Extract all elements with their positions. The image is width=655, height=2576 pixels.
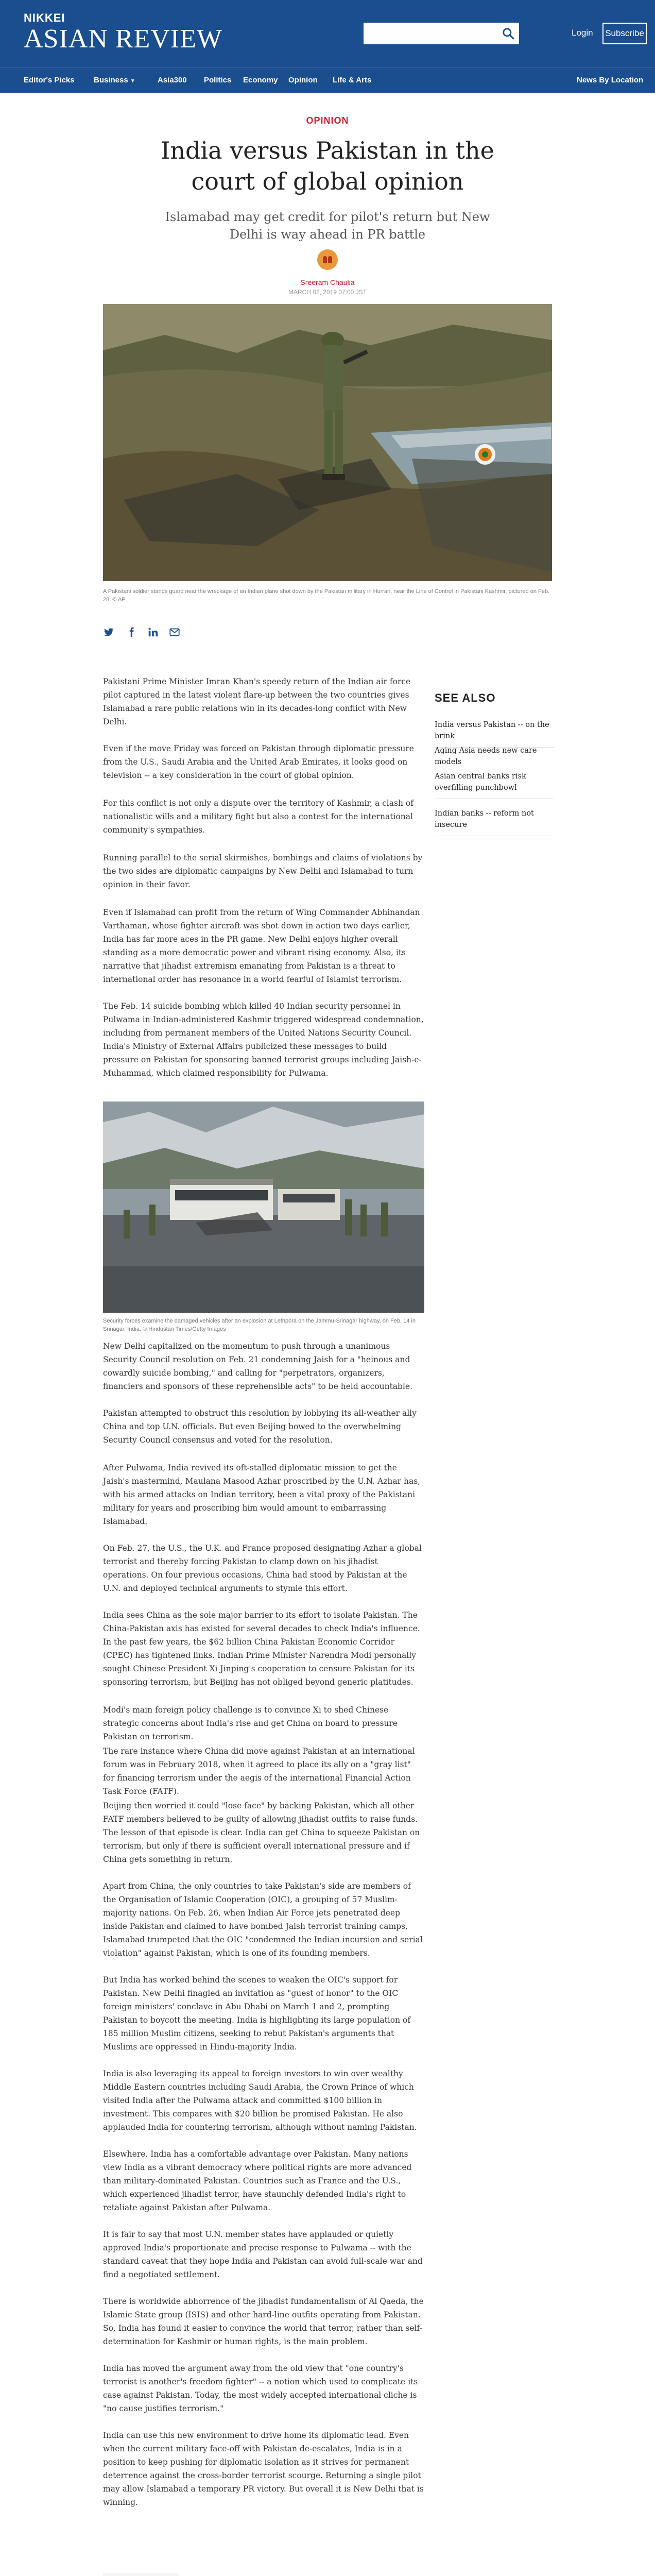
main-nav (0, 67, 655, 93)
article-paragraph: After Pulwama, India revived its oft-stalled diplomatic mission to get the Jaish's mastermind, Maulana Masood Azhar proscribed by the U.N. Azhar has, with his armed attacks on Indian territory, been a vital proxy of the Pakistani military for years and proscribing him would amount to embarrassing Islamabad. (103, 1463, 421, 1526)
photo-illustration (103, 1101, 424, 1313)
author-bio (195, 2574, 421, 2576)
article-paragraph: The rare instance where China did move against Pakistan at an international forum was in February 2018, when it agreed to place its ally on a "gray list" for financing terrorism under the aegis of the international Financial Action Task Force (FATF). (103, 1747, 415, 1796)
author-name[interactable]: Sreeram Chaulia (300, 278, 355, 286)
article-paragraph: India can use this new environment to drive home its diplomatic lead. Even when the current military face-off with Pakistan de-escalates, India is in a position to keep pushing for diplomatic isolation as it strives for permanent deterrence against the cross-border terrorist scourge. Returning a single pilot may allow Islamabad a temporary PR victory. But overall it is New Delhi that is winning. (103, 2431, 424, 2507)
nav-label: Editor's Picks (24, 76, 75, 84)
see-also-link[interactable]: Indian banks -- reform not insecure (435, 808, 554, 836)
nav-label: News By Location (577, 76, 644, 84)
article-paragraph: Pakistan attempted to obstruct this resolution by lobbying its all-weather ally China and top U.N. officials. But even Beijing bowed to the overwhelming Security Council consensus and voted for the resolution. (103, 1409, 417, 1445)
search-box (364, 23, 519, 44)
hero-illustration (103, 304, 552, 581)
article-paragraph: But India has worked behind the scenes to weaken the OIC's support for Pakistan. New Delhi finagled an invitation as "guest of honor" to the OIC foreign ministers' conclave in Abu Dhabi on March 1 and 2, prompting Pakistan to boycott the meeting. India is highlighting its large population of 185 million Muslim citizens, seeking to rebut Pakistan's arguments that Muslims are oppressed in Hindu-majority India. (103, 1975, 411, 2052)
nav-economy[interactable] (243, 76, 278, 84)
nav-asia300[interactable] (158, 76, 187, 84)
article-subheadline: Islamabad may get credit for pilot's return but New Delhi is way ahead in PR battle (165, 210, 490, 242)
email-icon[interactable] (169, 626, 180, 638)
author-avatar (317, 249, 338, 270)
nav-label: Opinion (288, 76, 318, 84)
article-paragraph: There is worldwide abhorrence of the jihadist fundamentalism of Al Qaeda, the Islamic State group (ISIS) and other hard-line outfits operating from Pakistan. So, India has found it easier to convince the world that terror, rather than self-determination for Kashmir or human rights, is the main problem. (103, 2297, 424, 2346)
nav-label: Politics (204, 76, 232, 84)
nav-business[interactable] (94, 76, 135, 84)
see-also-link[interactable]: Aging Asia needs new care models (435, 745, 554, 773)
search-input[interactable] (364, 23, 492, 44)
article-paragraph: India is also leveraging its appeal to foreign investors to win over wealthy Middle Eastern countries including Saudi Arabia, the Crown Prince of which visited India after the Pulwama attack and committed $100 billion in investment. This compares with $20 billion he promised Pakistan. He also applauded India for countering terrorism, although without naming Pakistan. (103, 2069, 417, 2132)
article-paragraph: Elsewhere, India has a comfortable advantage over Pakistan. Many nations view India as a vibrant democracy where political rights are more advanced than military-dominated Pakistan. Countries such as France and the U.S., which experienced jihadist terror, have staunchly defended India's right to retaliate against Pakistan after Pulwama. (103, 2149, 412, 2212)
hero-image (103, 304, 552, 581)
article-paragraph: India has moved the argument away from the old view that "one country's terrorist is another's freedom fighter" -- a notion which used to complicate its case against Pakistan. Today, the most widely accepted international cliche is "no cause justifies terrorism." (103, 2364, 418, 2413)
article-paragraph: On Feb. 27, the U.S., the U.K. and France proposed designating Azhar a global terrorist and thereby forcing Pakistan to clamp down on his jihadist operations. On four previous occasions, China had stood by Pakistan at the U.N. and deployed technical arguments to stymie this effort. (103, 1544, 422, 1593)
twitter-icon[interactable] (103, 626, 114, 638)
article-paragraph: The Feb. 14 suicide bombing which killed 40 Indian security personnel in Pulwama in Indian-administered Kashmir triggered widespread condemnation, including from permanent members of the United Nations Security Council. India's Ministry of External Affairs publicized these messages to build pressure on Pakistan for sponsoring banned terrorist groups including Jaish-e-Muhammad, which claimed responsibility for Pulwama. (103, 1002, 424, 1078)
article-paragraph: Even if the move Friday was forced on Pakistan through diplomatic pressure from the U.S., Saudi Arabia and the United Arab Emirates, it looks good on television -- a key consideration in the court of global opinion. (103, 744, 414, 780)
nav-label: Life & Arts (333, 76, 372, 84)
login-link[interactable]: Login (572, 28, 593, 38)
top-header (0, 0, 655, 67)
chevron-down-icon: ▼ (130, 78, 135, 84)
nav-life-arts[interactable] (333, 76, 371, 84)
linkedin-icon[interactable] (147, 626, 159, 638)
nav-editors-picks[interactable] (24, 76, 75, 84)
article-paragraph: Apart from China, the only countries to take Pakistan's side are members of the Organisation of Islamic Cooperation (OIC), a grouping of 57 Muslim-majority nations. On Feb. 26, when Indian Air Force jets penetrated deep inside Pakistan and claimed to have bombed Jaish terrorist training camps, Islamabad trumpeted that the OIC "condemned the Indian incursion and serial violation" against Pakistan, which is one of its founding members. (103, 1882, 423, 1958)
article-paragraph: Modi's main foreign policy challenge is to convince Xi to shed Chinese strategic concerns about India's rise and get China on board to pressure Pakistan on terrorism. (103, 1705, 398, 1741)
article-paragraph: Running parallel to the serial skirmishes, bombings and claims of violations by the two sides are diplomatic campaigns by New Delhi and Islamabad to turn opinion in their favor. (103, 853, 423, 889)
article-photo (103, 1101, 424, 1313)
article-paragraph: For this conflict is not only a dispute over the territory of Kashmir, a clash of nationalistic wills and a military fight but also a contest for the international community's sympathies. (103, 799, 413, 835)
see-also-link[interactable]: Asian central banks risk overfilling punchbowl (435, 771, 554, 799)
article-paragraph: Pakistani Prime Minister Imran Khan's speedy return of the Indian air force pilot captured in the latest violent flare-up between the two countries gives Islamabad a rare public relations win in its decades-long conflict with New Delhi. (103, 677, 411, 726)
article-paragraph: It is fair to say that most U.N. member states have applauded or quietly approved India's proportionate and precise response to Pulwama -- with the standard caveat that they hope India and Pakistan can avoid full-scale war and find a negotiated settlement. (103, 2230, 423, 2279)
site-logo[interactable] (24, 11, 222, 54)
photo-caption: Security forces examine the damaged vehicles after an explosion at Lethpora on the Jammu-Srinagar highway, on Feb. 14 in Srinagar, India. © Hindustan Times/Getty Images (103, 1318, 416, 1332)
article-headline: India versus Pakistan in the court of global opinion (161, 137, 494, 195)
search-icon[interactable] (502, 27, 515, 40)
author-photo (103, 2573, 178, 2576)
see-also-link[interactable]: India versus Pakistan -- on the brink (435, 719, 554, 748)
section-kicker[interactable]: OPINION (306, 115, 349, 126)
hero-caption: A Pakistani soldier stands guard near the wreckage of an Indian plane shot down by the Pakistan military in Hurran, near the Line of Control in Pakistani Kashmir, pictured on Feb. 28. © AP (103, 588, 550, 603)
nav-label: Economy (243, 76, 278, 84)
logo-nikkei: NIKKEI (24, 11, 65, 24)
nav-news-by-location[interactable] (577, 76, 643, 84)
facebook-icon[interactable] (126, 626, 137, 638)
subscribe-button[interactable]: Subscribe (602, 23, 647, 44)
logo-asian-review: ASIAN REVIEW (24, 24, 223, 54)
publish-date: MARCH 02, 2019 07:00 JST (288, 289, 367, 296)
nav-label: Asia300 (158, 76, 187, 84)
see-also-title: SEE ALSO (435, 691, 496, 704)
article-paragraph: India sees China as the sole major barrier to its effort to isolate Pakistan. The China-Pakistan axis has existed for several decades to check India's influence. In the past few years, the $62 billion China Pakistan Economic Corridor (CPEC) has tightened links. Indian Prime Minister Narendra Modi personally sought Chinese President Xi Jinping's cooperation to censure Pakistan for its sponsoring terrorism, but Beijing has not obliged beyond generic platitudes. (103, 1611, 420, 1687)
author-portrait (103, 2573, 178, 2576)
article-paragraph: Beijing then worried it could "lose face" by backing Pakistan, which all other FATF members believed to be guilty of allowing jihadist outfits to raise funds. The lesson of that episode is clear. India can get China to squeeze Pakistan on terrorism, but only if there is sufficient overall international pressure and if China gets something in return. (103, 1801, 420, 1864)
nav-label: Business (94, 76, 128, 84)
article-paragraph: Even if Islamabad can profit from the return of Wing Commander Abhinandan Varthaman, whose fighter aircraft was shot down in action two days earlier, India has far more aces in the PR game. New Delhi enjoys higher overall standing as a more democratic power and vibrant rising economy. Also, its narrative that jihadist extremism emanating from Pakistan is a threat to international order has resonance in a world fearful of Islamist terrorism. (103, 908, 420, 984)
nav-opinion[interactable] (288, 76, 318, 84)
article-paragraph: New Delhi capitalized on the momentum to push through a unanimous Security Council resolution on Feb. 21 condemning Jaish for a "heinous and cowardly suicide bombing," and calling for "perpetrators, organizers, financiers and sponsors of these reprehensible acts" to be held accountable. (103, 1342, 413, 1391)
nav-politics[interactable] (204, 76, 231, 84)
